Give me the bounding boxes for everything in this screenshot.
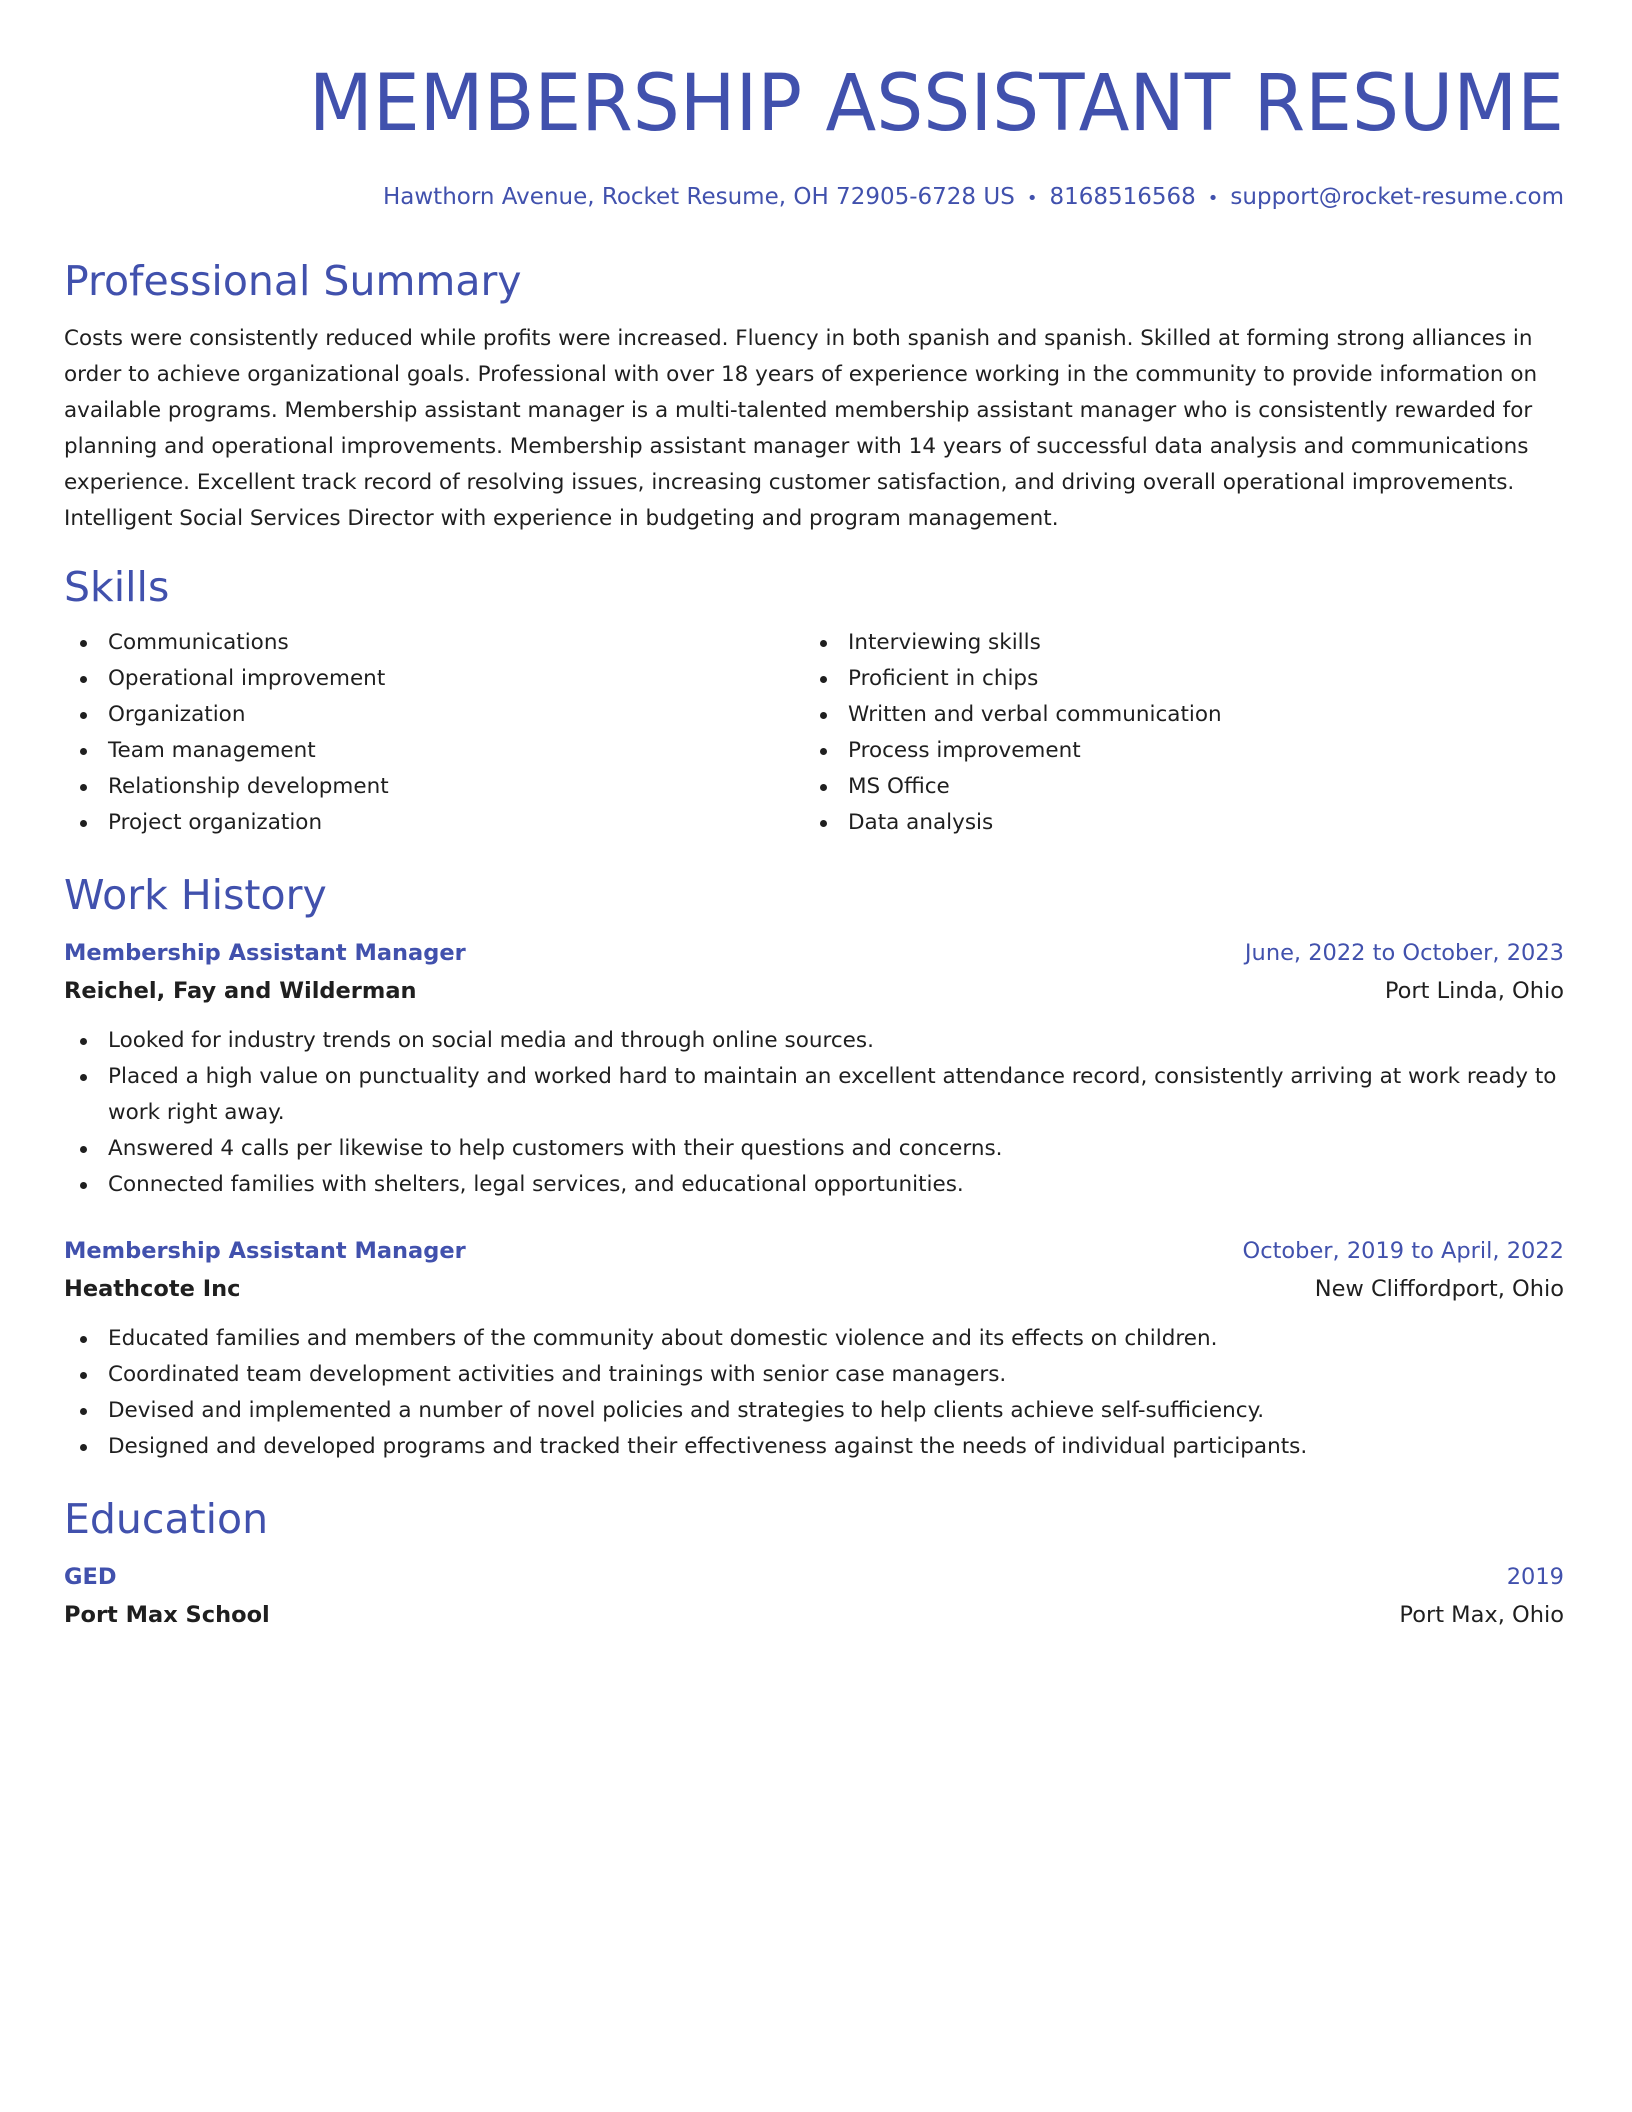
skills-column-right xyxy=(804,625,1544,841)
skill-item: Team management xyxy=(64,733,804,769)
separator-dot: • xyxy=(1026,188,1038,209)
job-dates: October, 2019 to April, 2022 xyxy=(1242,1238,1564,1264)
resume-title: MEMBERSHIP ASSISTANT RESUME xyxy=(308,59,1564,149)
company-name: Reichel, Fay and Wilderman xyxy=(64,978,417,1004)
job-company-row xyxy=(64,971,1564,1011)
job-bullet: Designed and developed programs and tracked their effectiveness against the needs of individual participants. xyxy=(64,1429,1564,1465)
job-bullets xyxy=(64,1023,1564,1203)
skills-heading: Skills xyxy=(64,563,170,611)
education-school-row xyxy=(64,1595,1564,1635)
job-bullet: Educated families and members of the community about domestic violence and its effects on children. xyxy=(64,1321,1564,1357)
work-history-heading: Work History xyxy=(64,871,327,919)
education-heading: Education xyxy=(64,1495,269,1543)
job-header-row xyxy=(64,1233,1564,1269)
company-name: Heathcote Inc xyxy=(64,1276,241,1302)
contact-line xyxy=(64,181,1564,215)
resume-page xyxy=(64,0,1564,1635)
email-link[interactable]: support@rocket-resume.com xyxy=(1230,184,1564,210)
address: Hawthorn Avenue, Rocket Resume, OH 72905-6728 US xyxy=(382,184,1015,210)
skills-column-left xyxy=(64,625,804,841)
summary-text: Costs were consistently reduced while profits were increased. Fluency in both spanish and spanish. Skilled at forming strong alliances in order to achieve organizational goals. Professional with over 18 years of experience working in the community to provide information on available programs. Membership assistant manager is a multi-talented membership assistant manager who is consistently rewarded for planning and operational improvements. Membership assistant manager with 14 years of successful data analysis and communications experience. Excellent track record of resolving issues, increasing customer satisfaction, and driving overall operational improvements. Intelligent Social Services Director with experience in budgeting and program management. xyxy=(64,326,1538,531)
education-header-row xyxy=(64,1559,1564,1595)
job-dates: June, 2022 to October, 2023 xyxy=(1244,940,1564,966)
skill-item: MS Office xyxy=(804,769,1544,805)
job-location: New Cliffordport, Ohio xyxy=(1314,1276,1564,1302)
skill-item: Relationship development xyxy=(64,769,804,805)
skill-item: Written and verbal communication xyxy=(804,697,1544,733)
job-company-row xyxy=(64,1269,1564,1309)
phone: 8168516568 xyxy=(1049,184,1196,210)
job-bullet: Coordinated team development activities and trainings with senior case managers. xyxy=(64,1357,1564,1393)
skill-item: Operational improvement xyxy=(64,661,804,697)
job-title: Membership Assistant Manager xyxy=(64,940,466,966)
job-bullet: Devised and implemented a number of novel policies and strategies to help clients achieve self-sufficiency. xyxy=(64,1393,1564,1429)
skill-item: Communications xyxy=(64,625,804,661)
skill-item: Organization xyxy=(64,697,804,733)
skill-item: Interviewing skills xyxy=(804,625,1544,661)
school-location: Port Max, Ohio xyxy=(1399,1602,1564,1628)
job-location: Port Linda, Ohio xyxy=(1384,978,1564,1004)
separator-dot: • xyxy=(1207,188,1219,209)
skill-item: Proficient in chips xyxy=(804,661,1544,697)
job-entry xyxy=(64,1233,1564,1465)
degree: GED xyxy=(64,1564,117,1590)
job-bullet: Connected families with shelters, legal services, and educational opportunities. xyxy=(64,1167,1564,1203)
summary-heading: Professional Summary xyxy=(64,257,522,305)
job-bullet: Answered 4 calls per likewise to help customers with their questions and concerns. xyxy=(64,1131,1564,1167)
job-title: Membership Assistant Manager xyxy=(64,1238,466,1264)
job-header-row xyxy=(64,935,1564,971)
school-name: Port Max School xyxy=(64,1602,270,1628)
job-bullets xyxy=(64,1321,1564,1465)
job-entry xyxy=(64,935,1564,1203)
skill-item: Data analysis xyxy=(804,805,1544,841)
job-bullet: Looked for industry trends on social media and through online sources. xyxy=(64,1023,1564,1059)
graduation-year: 2019 xyxy=(1506,1564,1564,1590)
education-entry xyxy=(64,1559,1564,1635)
skill-item: Project organization xyxy=(64,805,804,841)
skill-item: Process improvement xyxy=(804,733,1544,769)
job-bullet: Placed a high value on punctuality and worked hard to maintain an excellent attendance record, consistently arriving at work ready to work right away. xyxy=(64,1059,1564,1131)
skills-list xyxy=(64,625,1564,841)
